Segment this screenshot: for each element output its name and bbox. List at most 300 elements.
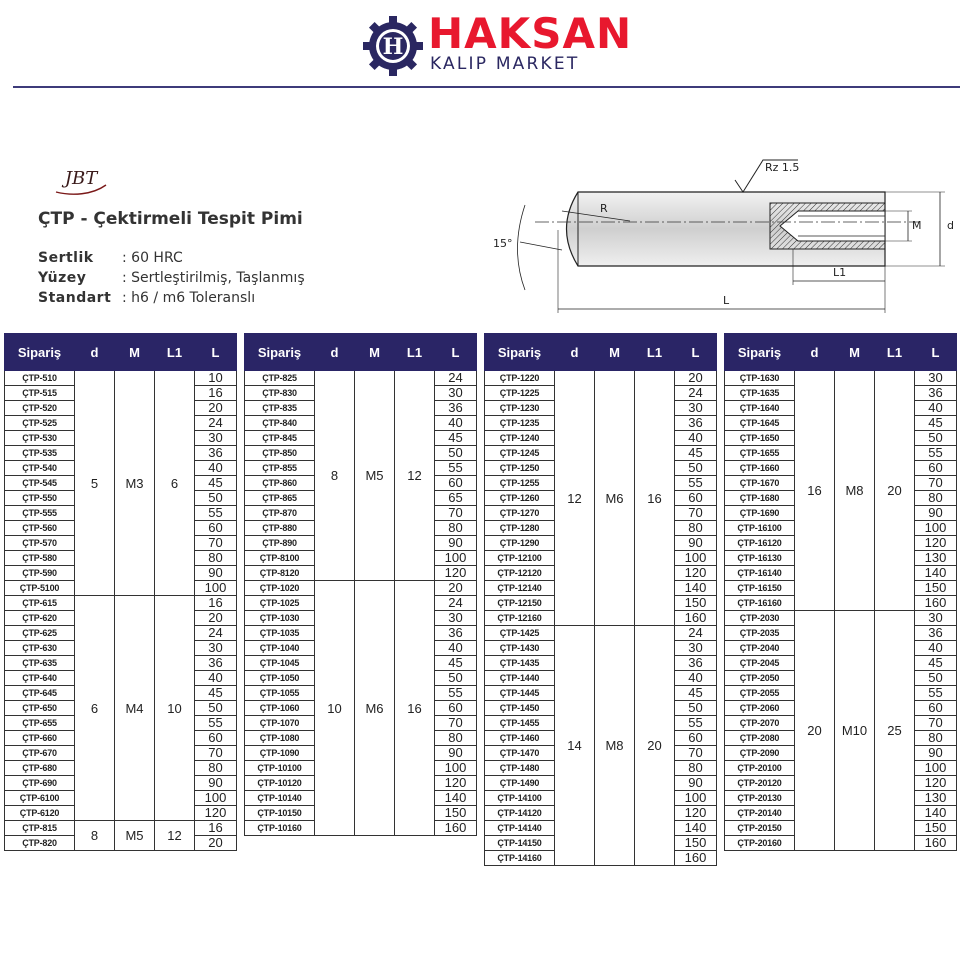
order-code-cell: ÇTP-14100 xyxy=(485,791,555,806)
spec-d-cell: 16 xyxy=(795,371,835,611)
spec-m-cell: M6 xyxy=(355,581,395,836)
order-code-cell: ÇTP-630 xyxy=(5,641,75,656)
spec-label: Sertlik xyxy=(38,250,94,266)
spec-hardness xyxy=(38,249,183,267)
length-cell: 70 xyxy=(675,506,717,521)
spec-l1-cell: 16 xyxy=(395,581,435,836)
length-cell: 45 xyxy=(675,446,717,461)
order-code-cell: ÇTP-1050 xyxy=(245,671,315,686)
order-code-cell: ÇTP-1055 xyxy=(245,686,315,701)
order-code-cell: ÇTP-615 xyxy=(5,596,75,611)
order-code-cell: ÇTP-14140 xyxy=(485,821,555,836)
length-cell: 24 xyxy=(675,626,717,641)
length-cell: 100 xyxy=(675,791,717,806)
length-cell: 30 xyxy=(915,371,957,386)
column-header: L1 xyxy=(155,334,195,371)
order-code-cell: ÇTP-1245 xyxy=(485,446,555,461)
order-code-cell: ÇTP-1670 xyxy=(725,476,795,491)
order-code-cell: ÇTP-835 xyxy=(245,401,315,416)
order-code-cell: ÇTP-890 xyxy=(245,536,315,551)
manufacturer-logo xyxy=(52,163,110,197)
order-code-cell: ÇTP-645 xyxy=(5,686,75,701)
order-code-cell: ÇTP-1645 xyxy=(725,416,795,431)
order-code-cell: ÇTP-570 xyxy=(5,536,75,551)
length-cell: 24 xyxy=(195,416,237,431)
length-cell: 36 xyxy=(675,656,717,671)
length-cell: 120 xyxy=(915,776,957,791)
order-code-cell: ÇTP-6120 xyxy=(5,806,75,821)
order-code-cell: ÇTP-10100 xyxy=(245,761,315,776)
table-row xyxy=(245,371,477,386)
length-cell: 90 xyxy=(915,746,957,761)
column-header: L1 xyxy=(395,334,435,371)
order-code-cell: ÇTP-540 xyxy=(5,461,75,476)
order-code-cell: ÇTP-16160 xyxy=(725,596,795,611)
order-code-cell: ÇTP-590 xyxy=(5,566,75,581)
length-cell: 45 xyxy=(915,416,957,431)
order-code-cell: ÇTP-2040 xyxy=(725,641,795,656)
length-cell: 150 xyxy=(675,596,717,611)
order-code-cell: ÇTP-1070 xyxy=(245,716,315,731)
spec-label: Standart xyxy=(38,290,112,306)
length-cell: 90 xyxy=(915,506,957,521)
brand-subtitle: KALIP MARKET xyxy=(430,54,580,74)
length-cell: 50 xyxy=(915,431,957,446)
length-cell: 55 xyxy=(675,716,717,731)
order-code-cell: ÇTP-815 xyxy=(5,821,75,836)
order-code-cell: ÇTP-820 xyxy=(5,836,75,851)
length-cell: 160 xyxy=(675,611,717,626)
length-cell: 60 xyxy=(195,521,237,536)
order-code-cell: ÇTP-1260 xyxy=(485,491,555,506)
length-cell: 20 xyxy=(435,581,477,596)
order-code-cell: ÇTP-16130 xyxy=(725,551,795,566)
product-table-1 xyxy=(4,333,237,851)
length-cell: 50 xyxy=(195,491,237,506)
length-cell: 90 xyxy=(675,776,717,791)
order-code-cell: ÇTP-1490 xyxy=(485,776,555,791)
length-cell: 50 xyxy=(435,446,477,461)
length-cell: 55 xyxy=(435,461,477,476)
spec-m-cell: M6 xyxy=(595,371,635,626)
order-code-cell: ÇTP-2035 xyxy=(725,626,795,641)
order-code-cell: ÇTP-1225 xyxy=(485,386,555,401)
length-cell: 30 xyxy=(915,611,957,626)
length-cell: 70 xyxy=(435,506,477,521)
order-code-cell: ÇTP-1460 xyxy=(485,731,555,746)
product-table-2 xyxy=(244,333,477,836)
order-code-cell: ÇTP-10160 xyxy=(245,821,315,836)
length-cell: 120 xyxy=(675,566,717,581)
length-cell: 45 xyxy=(195,476,237,491)
column-header: M xyxy=(115,334,155,371)
spec-d-cell: 8 xyxy=(75,821,115,851)
order-code-cell: ÇTP-12120 xyxy=(485,566,555,581)
spec-l1-cell: 12 xyxy=(395,371,435,581)
order-code-cell: ÇTP-1270 xyxy=(485,506,555,521)
order-code-cell: ÇTP-1425 xyxy=(485,626,555,641)
order-code-cell: ÇTP-1030 xyxy=(245,611,315,626)
order-code-cell: ÇTP-2090 xyxy=(725,746,795,761)
order-code-cell: ÇTP-20120 xyxy=(725,776,795,791)
table-row xyxy=(725,371,957,386)
roughness-label: Rz 1.5 xyxy=(765,161,800,174)
order-code-cell: ÇTP-880 xyxy=(245,521,315,536)
order-code-cell: ÇTP-8120 xyxy=(245,566,315,581)
length-cell: 40 xyxy=(675,431,717,446)
order-code-cell: ÇTP-530 xyxy=(5,431,75,446)
length-dim-label: L xyxy=(723,294,730,307)
order-code-cell: ÇTP-1025 xyxy=(245,596,315,611)
product-title: ÇTP - Çektirmeli Tespit Pimi xyxy=(38,209,303,229)
order-code-cell: ÇTP-14150 xyxy=(485,836,555,851)
order-code-cell: ÇTP-1480 xyxy=(485,761,555,776)
length-cell: 70 xyxy=(435,716,477,731)
length-cell: 60 xyxy=(435,476,477,491)
order-code-cell: ÇTP-2030 xyxy=(725,611,795,626)
order-code-cell: ÇTP-1035 xyxy=(245,626,315,641)
order-code-cell: ÇTP-660 xyxy=(5,731,75,746)
spec-d-cell: 14 xyxy=(555,626,595,866)
spec-d-cell: 20 xyxy=(795,611,835,851)
spec-l1-cell: 20 xyxy=(875,371,915,611)
order-code-cell: ÇTP-865 xyxy=(245,491,315,506)
order-code-cell: ÇTP-12160 xyxy=(485,611,555,626)
spec-d-cell: 6 xyxy=(75,596,115,821)
spec-m-cell: M8 xyxy=(835,371,875,611)
length-cell: 24 xyxy=(435,371,477,386)
column-header: d xyxy=(795,334,835,371)
order-code-cell: ÇTP-1650 xyxy=(725,431,795,446)
order-code-cell: ÇTP-840 xyxy=(245,416,315,431)
order-code-cell: ÇTP-1060 xyxy=(245,701,315,716)
length-cell: 24 xyxy=(435,596,477,611)
length-cell: 100 xyxy=(435,761,477,776)
length-cell: 50 xyxy=(675,701,717,716)
length-cell: 45 xyxy=(675,686,717,701)
length-cell: 150 xyxy=(915,581,957,596)
order-code-cell: ÇTP-2070 xyxy=(725,716,795,731)
order-code-cell: ÇTP-1445 xyxy=(485,686,555,701)
length-cell: 130 xyxy=(915,551,957,566)
order-code-cell: ÇTP-1235 xyxy=(485,416,555,431)
column-header: L xyxy=(675,334,717,371)
length-cell: 60 xyxy=(915,461,957,476)
length-cell: 140 xyxy=(915,566,957,581)
length-cell: 80 xyxy=(675,521,717,536)
order-code-cell: ÇTP-16120 xyxy=(725,536,795,551)
length-cell: 100 xyxy=(675,551,717,566)
spec-m-cell: M8 xyxy=(595,626,635,866)
order-code-cell: ÇTP-525 xyxy=(5,416,75,431)
length-cell: 45 xyxy=(435,656,477,671)
spec-label: Yüzey xyxy=(38,270,87,286)
order-code-cell: ÇTP-1220 xyxy=(485,371,555,386)
order-code-cell: ÇTP-1435 xyxy=(485,656,555,671)
length-cell: 130 xyxy=(915,791,957,806)
product-table-4 xyxy=(724,333,957,851)
length-cell: 80 xyxy=(195,761,237,776)
length-cell: 150 xyxy=(435,806,477,821)
spec-value: : h6 / m6 Toleranslı xyxy=(122,290,256,306)
length-cell: 70 xyxy=(915,476,957,491)
length-cell: 30 xyxy=(195,431,237,446)
length-cell: 150 xyxy=(675,836,717,851)
manufacturer-logo-text: JBT xyxy=(64,168,98,189)
column-header: M xyxy=(835,334,875,371)
order-code-cell: ÇTP-1635 xyxy=(725,386,795,401)
order-code-cell: ÇTP-1090 xyxy=(245,746,315,761)
length-cell: 40 xyxy=(195,461,237,476)
order-code-cell: ÇTP-14120 xyxy=(485,806,555,821)
spec-value: : 60 HRC xyxy=(122,250,183,266)
order-code-cell: ÇTP-10120 xyxy=(245,776,315,791)
length-cell: 40 xyxy=(915,641,957,656)
length-cell: 120 xyxy=(435,776,477,791)
radius-label: R xyxy=(600,202,608,215)
length-cell: 160 xyxy=(435,821,477,836)
length-cell: 45 xyxy=(915,656,957,671)
spec-l1-cell: 20 xyxy=(635,626,675,866)
order-code-cell: ÇTP-515 xyxy=(5,386,75,401)
length-cell: 120 xyxy=(435,566,477,581)
order-code-cell: ÇTP-20150 xyxy=(725,821,795,836)
order-code-cell: ÇTP-16150 xyxy=(725,581,795,596)
order-code-cell: ÇTP-650 xyxy=(5,701,75,716)
order-code-cell: ÇTP-625 xyxy=(5,626,75,641)
length-cell: 50 xyxy=(915,671,957,686)
order-code-cell: ÇTP-20140 xyxy=(725,806,795,821)
order-code-cell: ÇTP-14160 xyxy=(485,851,555,866)
column-header: L1 xyxy=(875,334,915,371)
thread-dim-label: M xyxy=(912,219,922,232)
column-header: d xyxy=(75,334,115,371)
length-cell: 80 xyxy=(435,731,477,746)
column-header: Sipariş xyxy=(485,334,555,371)
length-cell: 100 xyxy=(195,581,237,596)
column-header: L xyxy=(915,334,957,371)
length-cell: 36 xyxy=(195,656,237,671)
length-cell: 45 xyxy=(435,431,477,446)
length-cell: 120 xyxy=(195,806,237,821)
length-cell: 50 xyxy=(195,701,237,716)
column-header: L xyxy=(435,334,477,371)
order-code-cell: ÇTP-1655 xyxy=(725,446,795,461)
order-code-cell: ÇTP-1045 xyxy=(245,656,315,671)
order-code-cell: ÇTP-20130 xyxy=(725,791,795,806)
order-code-cell: ÇTP-640 xyxy=(5,671,75,686)
length-cell: 36 xyxy=(435,401,477,416)
length-cell: 160 xyxy=(915,836,957,851)
order-code-cell: ÇTP-1290 xyxy=(485,536,555,551)
spec-m-cell: M5 xyxy=(355,371,395,581)
order-code-cell: ÇTP-1250 xyxy=(485,461,555,476)
order-code-cell: ÇTP-1255 xyxy=(485,476,555,491)
gear-logo-icon xyxy=(362,15,424,77)
length-cell: 30 xyxy=(435,386,477,401)
length-cell: 30 xyxy=(675,401,717,416)
column-header: L1 xyxy=(635,334,675,371)
length-cell: 36 xyxy=(435,626,477,641)
table-row xyxy=(485,371,717,386)
order-code-cell: ÇTP-2060 xyxy=(725,701,795,716)
table-row xyxy=(5,821,237,836)
length-cell: 20 xyxy=(675,371,717,386)
length-cell: 20 xyxy=(195,401,237,416)
order-code-cell: ÇTP-12150 xyxy=(485,596,555,611)
column-header: L xyxy=(195,334,237,371)
length-cell: 30 xyxy=(675,641,717,656)
logo-letter: H xyxy=(382,34,404,60)
length-cell: 65 xyxy=(435,491,477,506)
table-header-row xyxy=(245,334,477,371)
table-header-row xyxy=(5,334,237,371)
length-cell: 140 xyxy=(915,806,957,821)
order-code-cell: ÇTP-1230 xyxy=(485,401,555,416)
length-cell: 80 xyxy=(915,731,957,746)
table-row xyxy=(5,371,237,386)
order-code-cell: ÇTP-690 xyxy=(5,776,75,791)
spec-m-cell: M4 xyxy=(115,596,155,821)
order-code-cell: ÇTP-620 xyxy=(5,611,75,626)
order-code-cell: ÇTP-20100 xyxy=(725,761,795,776)
length-cell: 40 xyxy=(435,416,477,431)
order-code-cell: ÇTP-2050 xyxy=(725,671,795,686)
length-cell: 90 xyxy=(435,746,477,761)
length-cell: 50 xyxy=(675,461,717,476)
spec-l1-cell: 6 xyxy=(155,371,195,596)
order-code-cell: ÇTP-655 xyxy=(5,716,75,731)
spec-surface xyxy=(38,269,305,287)
column-header: M xyxy=(355,334,395,371)
length-cell: 60 xyxy=(195,731,237,746)
order-code-cell: ÇTP-1450 xyxy=(485,701,555,716)
order-code-cell: ÇTP-5100 xyxy=(5,581,75,596)
length-cell: 140 xyxy=(435,791,477,806)
length-cell: 90 xyxy=(435,536,477,551)
order-code-cell: ÇTP-550 xyxy=(5,491,75,506)
table-row xyxy=(485,626,717,641)
spec-l1-cell: 25 xyxy=(875,611,915,851)
length-cell: 90 xyxy=(195,566,237,581)
length-cell: 100 xyxy=(435,551,477,566)
diameter-dim-label: d xyxy=(947,219,954,232)
length-cell: 55 xyxy=(675,476,717,491)
length-cell: 16 xyxy=(195,386,237,401)
length-cell: 80 xyxy=(675,761,717,776)
length-cell: 80 xyxy=(195,551,237,566)
table-header-row xyxy=(725,334,957,371)
order-code-cell: ÇTP-580 xyxy=(5,551,75,566)
table-row xyxy=(245,581,477,596)
spec-d-cell: 5 xyxy=(75,371,115,596)
order-code-cell: ÇTP-10150 xyxy=(245,806,315,821)
order-code-cell: ÇTP-635 xyxy=(5,656,75,671)
length-cell: 140 xyxy=(675,581,717,596)
length-cell: 100 xyxy=(195,791,237,806)
length-cell: 55 xyxy=(915,686,957,701)
length-cell: 90 xyxy=(195,776,237,791)
length-cell: 60 xyxy=(675,731,717,746)
spec-standard xyxy=(38,289,255,307)
length-cell: 100 xyxy=(915,761,957,776)
length-cell: 40 xyxy=(675,671,717,686)
order-code-cell: ÇTP-12100 xyxy=(485,551,555,566)
length-cell: 150 xyxy=(915,821,957,836)
column-header: Sipariş xyxy=(5,334,75,371)
length-cell: 16 xyxy=(195,596,237,611)
order-code-cell: ÇTP-16100 xyxy=(725,521,795,536)
spec-d-cell: 10 xyxy=(315,581,355,836)
order-code-cell: ÇTP-1680 xyxy=(725,491,795,506)
product-table-3 xyxy=(484,333,717,866)
length-cell: 36 xyxy=(195,446,237,461)
l1-dim-label: L1 xyxy=(833,266,847,279)
length-cell: 40 xyxy=(435,641,477,656)
table-row xyxy=(5,596,237,611)
order-code-cell: ÇTP-850 xyxy=(245,446,315,461)
column-header: d xyxy=(555,334,595,371)
length-cell: 70 xyxy=(675,746,717,761)
order-code-cell: ÇTP-1280 xyxy=(485,521,555,536)
page-header xyxy=(0,0,960,90)
length-cell: 70 xyxy=(195,746,237,761)
pin-technical-drawing xyxy=(480,155,960,320)
length-cell: 160 xyxy=(675,851,717,866)
length-cell: 10 xyxy=(195,371,237,386)
length-cell: 50 xyxy=(435,671,477,686)
column-header: M xyxy=(595,334,635,371)
angle-label: 15° xyxy=(493,237,513,250)
length-cell: 90 xyxy=(675,536,717,551)
spec-l1-cell: 10 xyxy=(155,596,195,821)
order-code-cell: ÇTP-830 xyxy=(245,386,315,401)
order-code-cell: ÇTP-1455 xyxy=(485,716,555,731)
length-cell: 160 xyxy=(915,596,957,611)
order-code-cell: ÇTP-1440 xyxy=(485,671,555,686)
length-cell: 55 xyxy=(195,716,237,731)
order-code-cell: ÇTP-555 xyxy=(5,506,75,521)
order-code-cell: ÇTP-2055 xyxy=(725,686,795,701)
order-code-cell: ÇTP-1630 xyxy=(725,371,795,386)
length-cell: 60 xyxy=(675,491,717,506)
order-code-cell: ÇTP-2045 xyxy=(725,656,795,671)
length-cell: 30 xyxy=(195,641,237,656)
length-cell: 80 xyxy=(915,491,957,506)
column-header: Sipariş xyxy=(725,334,795,371)
length-cell: 70 xyxy=(195,536,237,551)
order-code-cell: ÇTP-20160 xyxy=(725,836,795,851)
length-cell: 55 xyxy=(435,686,477,701)
length-cell: 120 xyxy=(915,536,957,551)
spec-m-cell: M5 xyxy=(115,821,155,851)
length-cell: 20 xyxy=(195,836,237,851)
length-cell: 60 xyxy=(915,701,957,716)
length-cell: 36 xyxy=(915,386,957,401)
length-cell: 24 xyxy=(675,386,717,401)
order-code-cell: ÇTP-6100 xyxy=(5,791,75,806)
brand-name: HAKSAN xyxy=(428,9,633,58)
spec-d-cell: 8 xyxy=(315,371,355,581)
spec-m-cell: M3 xyxy=(115,371,155,596)
length-cell: 16 xyxy=(195,821,237,836)
spec-l1-cell: 12 xyxy=(155,821,195,851)
length-cell: 24 xyxy=(195,626,237,641)
length-cell: 55 xyxy=(915,446,957,461)
order-code-cell: ÇTP-1020 xyxy=(245,581,315,596)
order-code-cell: ÇTP-845 xyxy=(245,431,315,446)
length-cell: 80 xyxy=(435,521,477,536)
